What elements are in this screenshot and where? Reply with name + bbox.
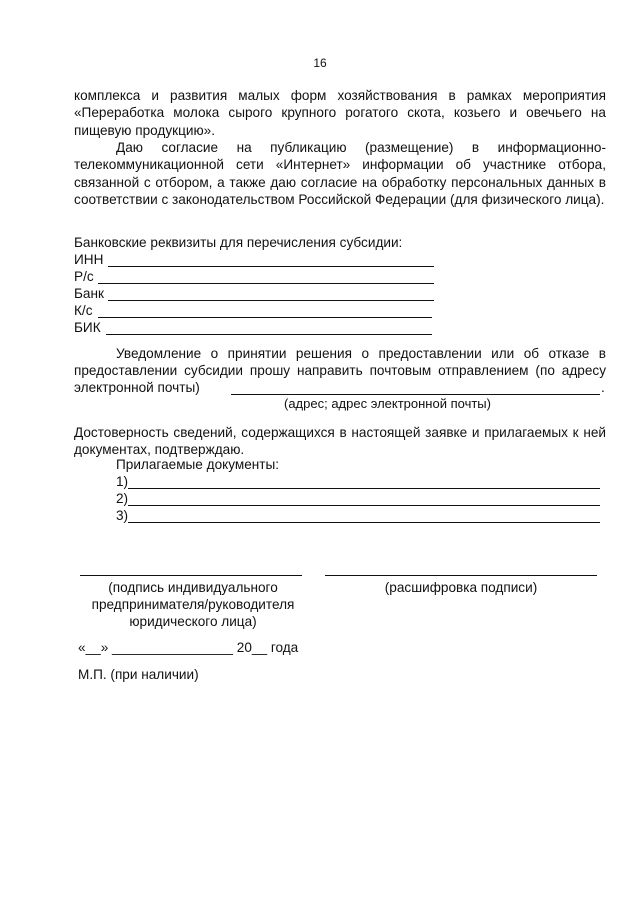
attachments-label: Прилагаемые документы: [116,457,280,472]
attachment-number: 3) [116,508,129,523]
bank-field-line[interactable] [108,252,434,267]
bank-field-line[interactable] [108,286,434,301]
signature-caption-2: предпринимателя/руководителя [91,597,295,612]
attachment-line[interactable] [128,508,600,523]
attachment-item[interactable] [116,474,600,490]
signature-caption-1: (подпись индивидуального [108,580,278,595]
attachment-line[interactable] [128,491,600,506]
bank-field-bank[interactable] [74,286,434,302]
signature-decoding-caption: (расшифровка подписи) [384,580,538,595]
bank-field-bik[interactable] [74,320,434,336]
bank-field-label: ИНН [74,252,104,267]
notification-line-2: предоставлении субсидии прошу направить почтовым отправлением (по адресу [74,363,606,378]
bank-field-label: Банк [74,286,104,301]
notification-line-1: Уведомление о принятии решения о предоставлении или об отказе в [116,346,606,361]
bank-field-line[interactable] [106,320,432,335]
signature-caption-3: юридического лица) [129,614,257,629]
date-month-field[interactable]: ________________ [112,640,233,655]
notification-email-suffix: . [601,380,605,395]
bank-field-corr-account[interactable] [74,303,434,319]
date-day-field[interactable]: __ [85,640,101,655]
bank-field-inn[interactable] [74,252,434,268]
date-line [78,640,298,655]
page-number: 16 [313,56,327,70]
bank-field-line[interactable] [98,269,434,284]
attachment-number: 1) [116,474,129,489]
attachment-item[interactable] [116,491,600,507]
attachment-line[interactable] [128,474,600,489]
bank-field-label: К/с [74,303,93,318]
bank-field-label: Р/с [74,269,94,284]
bank-details-heading: Банковские реквизиты для перечисления субсидии: [74,235,403,250]
notification-email-prefix: электронной почты) [74,380,200,395]
attachment-number: 2) [116,491,129,506]
bank-field-line[interactable] [98,303,432,318]
confirmation-paragraph: Достоверность сведений, содержащихся в настоящей заявке и прилагаемых к ней документах, подтверждаю. [74,425,606,458]
attachment-item[interactable] [116,508,600,524]
date-year-word: года [270,640,299,655]
date-year-prefix: 20 [236,640,252,655]
seal-note: М.П. (при наличии) [78,667,199,682]
consent-paragraph: Даю согласие на публикацию (размещение) в информационно-телекоммуникационной сети «Интернет» информации об участнике отбора, связанной с отбором, а также даю согласие на обработку персональных данных в соответствии с законодательством Российской Федерации (для физического лица). [74,140,606,208]
continuation-paragraph: комплекса и развития малых форм хозяйствования в рамках мероприятия «Переработка молока сырого крупного рогатого скота, козьего и овечьего на пищевую продукцию». [74,88,606,138]
signature-line[interactable] [80,575,302,576]
address-hint: (адрес; адрес электронной почты) [284,396,491,411]
email-address-line[interactable] [231,380,600,395]
date-year-field[interactable]: __ [251,640,268,655]
date-open-quote: « [78,640,86,655]
date-close-quote: » [100,640,109,655]
notification-email-row [74,380,606,396]
bank-field-account[interactable] [74,269,434,285]
signature-decoding-line[interactable] [325,575,597,576]
bank-field-label: БИК [74,320,101,335]
